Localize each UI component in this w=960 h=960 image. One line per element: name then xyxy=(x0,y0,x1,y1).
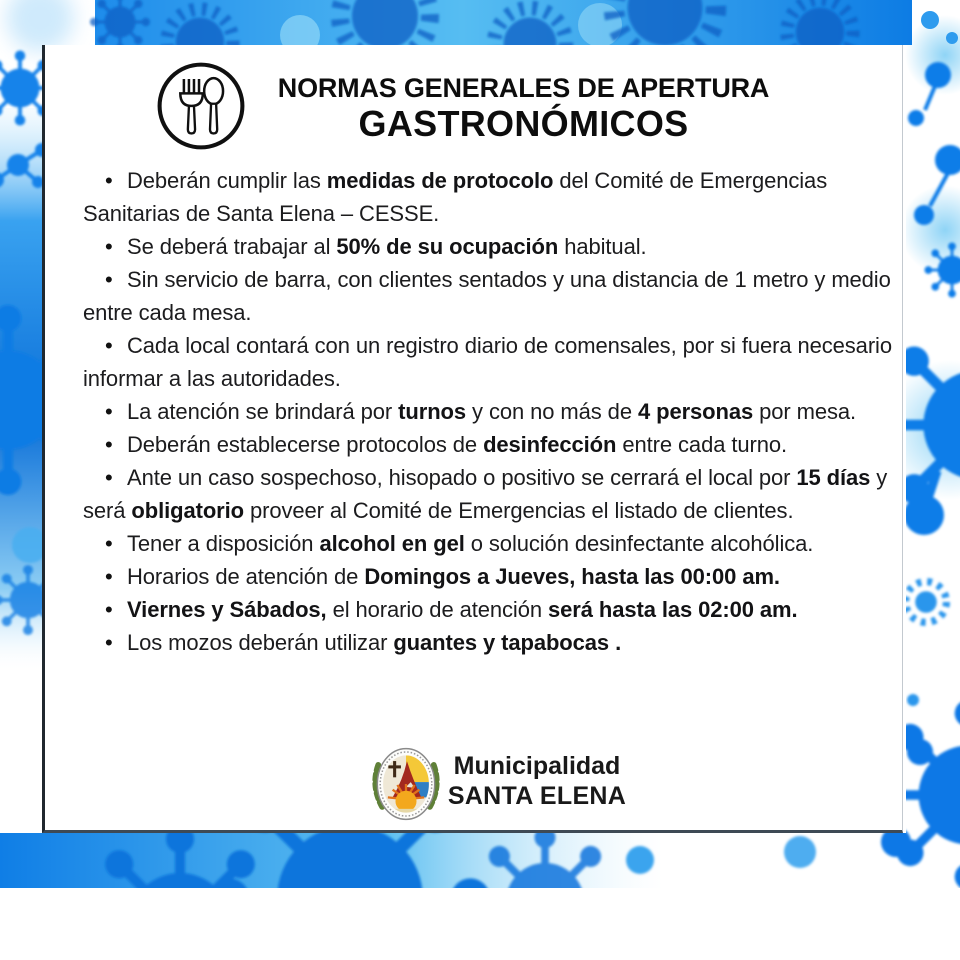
rule-text: Sin servicio de barra, con clientes sentados y una distancia de 1 metro y medio entre cada mesa. xyxy=(83,267,891,325)
page-title: NORMAS GENERALES DE APERTURA xyxy=(277,73,770,103)
rule-item xyxy=(83,164,905,230)
bullet: • xyxy=(105,465,113,490)
rule-bold-text: 50% de su ocupación xyxy=(336,234,559,259)
rule-text: Se deberá trabajar al xyxy=(127,234,337,259)
rule-item xyxy=(83,461,905,527)
rule-item xyxy=(83,428,905,461)
rule-item xyxy=(83,560,905,593)
footer-org xyxy=(447,751,627,812)
org-name-line1: Municipalidad xyxy=(453,752,621,780)
bullet: • xyxy=(105,531,113,556)
rule-text: o solución desinfectante alcohólica. xyxy=(464,531,814,556)
bullet: • xyxy=(105,630,113,655)
header-titles xyxy=(271,73,776,143)
bullet: • xyxy=(105,564,113,589)
rule-text: La atención se brindará por xyxy=(127,399,399,424)
rule-bold-text: alcohol en gel xyxy=(319,531,465,556)
rule-bold-text: guantes y tapabocas . xyxy=(393,630,622,655)
bullet: • xyxy=(105,333,113,358)
page-subtitle: GASTRONÓMICOS xyxy=(358,103,689,144)
rule-bold-text: desinfección xyxy=(483,432,617,457)
rule-text: del Comité de Emergencias Sanitarias de Santa Elena – CESSE. xyxy=(83,168,828,226)
rule-item xyxy=(83,527,905,560)
rule-item xyxy=(83,593,905,626)
rule-text: y con no más de xyxy=(466,399,638,424)
rule-item xyxy=(83,626,905,659)
rules-list xyxy=(83,164,905,659)
rule-text: Ante un caso sospechoso, hisopado o positivo se cerrará el local por xyxy=(127,465,797,490)
rule-item xyxy=(83,395,905,428)
rule-text: Los mozos deberán utilizar xyxy=(127,630,394,655)
rule-text: y será xyxy=(83,465,888,523)
rule-text: Deberán establecerse protocolos de xyxy=(127,432,484,457)
rule-text: entre cada turno. xyxy=(616,432,788,457)
org-name-line2: SANTA ELENA xyxy=(447,782,627,810)
rule-bold-text: será hasta las 02:00 am. xyxy=(547,597,798,622)
rule-bold-text: 4 personas xyxy=(637,399,754,424)
rule-bold-text: medidas de protocolo xyxy=(326,168,554,193)
rule-text: Horarios de atención de xyxy=(127,564,365,589)
rule-text: Cada local contará con un registro diario de comensales, por si fuera necesario informar a las autoridades. xyxy=(83,333,892,391)
bullet: • xyxy=(105,267,113,292)
bullet: • xyxy=(105,597,113,622)
rule-bold-text: turnos xyxy=(398,399,467,424)
rule-text: el horario de atención xyxy=(326,597,548,622)
bullet: • xyxy=(105,432,113,457)
utensils-icon xyxy=(156,61,246,151)
rule-bold-text: 15 días xyxy=(796,465,871,490)
bullet: • xyxy=(105,399,113,424)
rule-bold-text: Domingos a Jueves, hasta las 00:00 am. xyxy=(364,564,780,589)
bullet: • xyxy=(105,168,113,193)
rule-text: Deberán cumplir las xyxy=(127,168,327,193)
rule-text: habitual. xyxy=(558,234,647,259)
bullet: • xyxy=(105,234,113,259)
flyer-card xyxy=(42,45,903,833)
rule-text: Tener a disposición xyxy=(127,531,320,556)
municipal-crest-logo xyxy=(363,736,449,832)
rule-item xyxy=(83,329,905,395)
rule-item xyxy=(83,263,905,329)
rule-text: proveer al Comité de Emergencias el listado de clientes. xyxy=(243,498,794,523)
rule-item xyxy=(83,230,905,263)
rule-bold-text: Viernes y Sábados, xyxy=(127,597,327,622)
rule-text: por mesa. xyxy=(753,399,857,424)
rule-bold-text: obligatorio xyxy=(131,498,244,523)
